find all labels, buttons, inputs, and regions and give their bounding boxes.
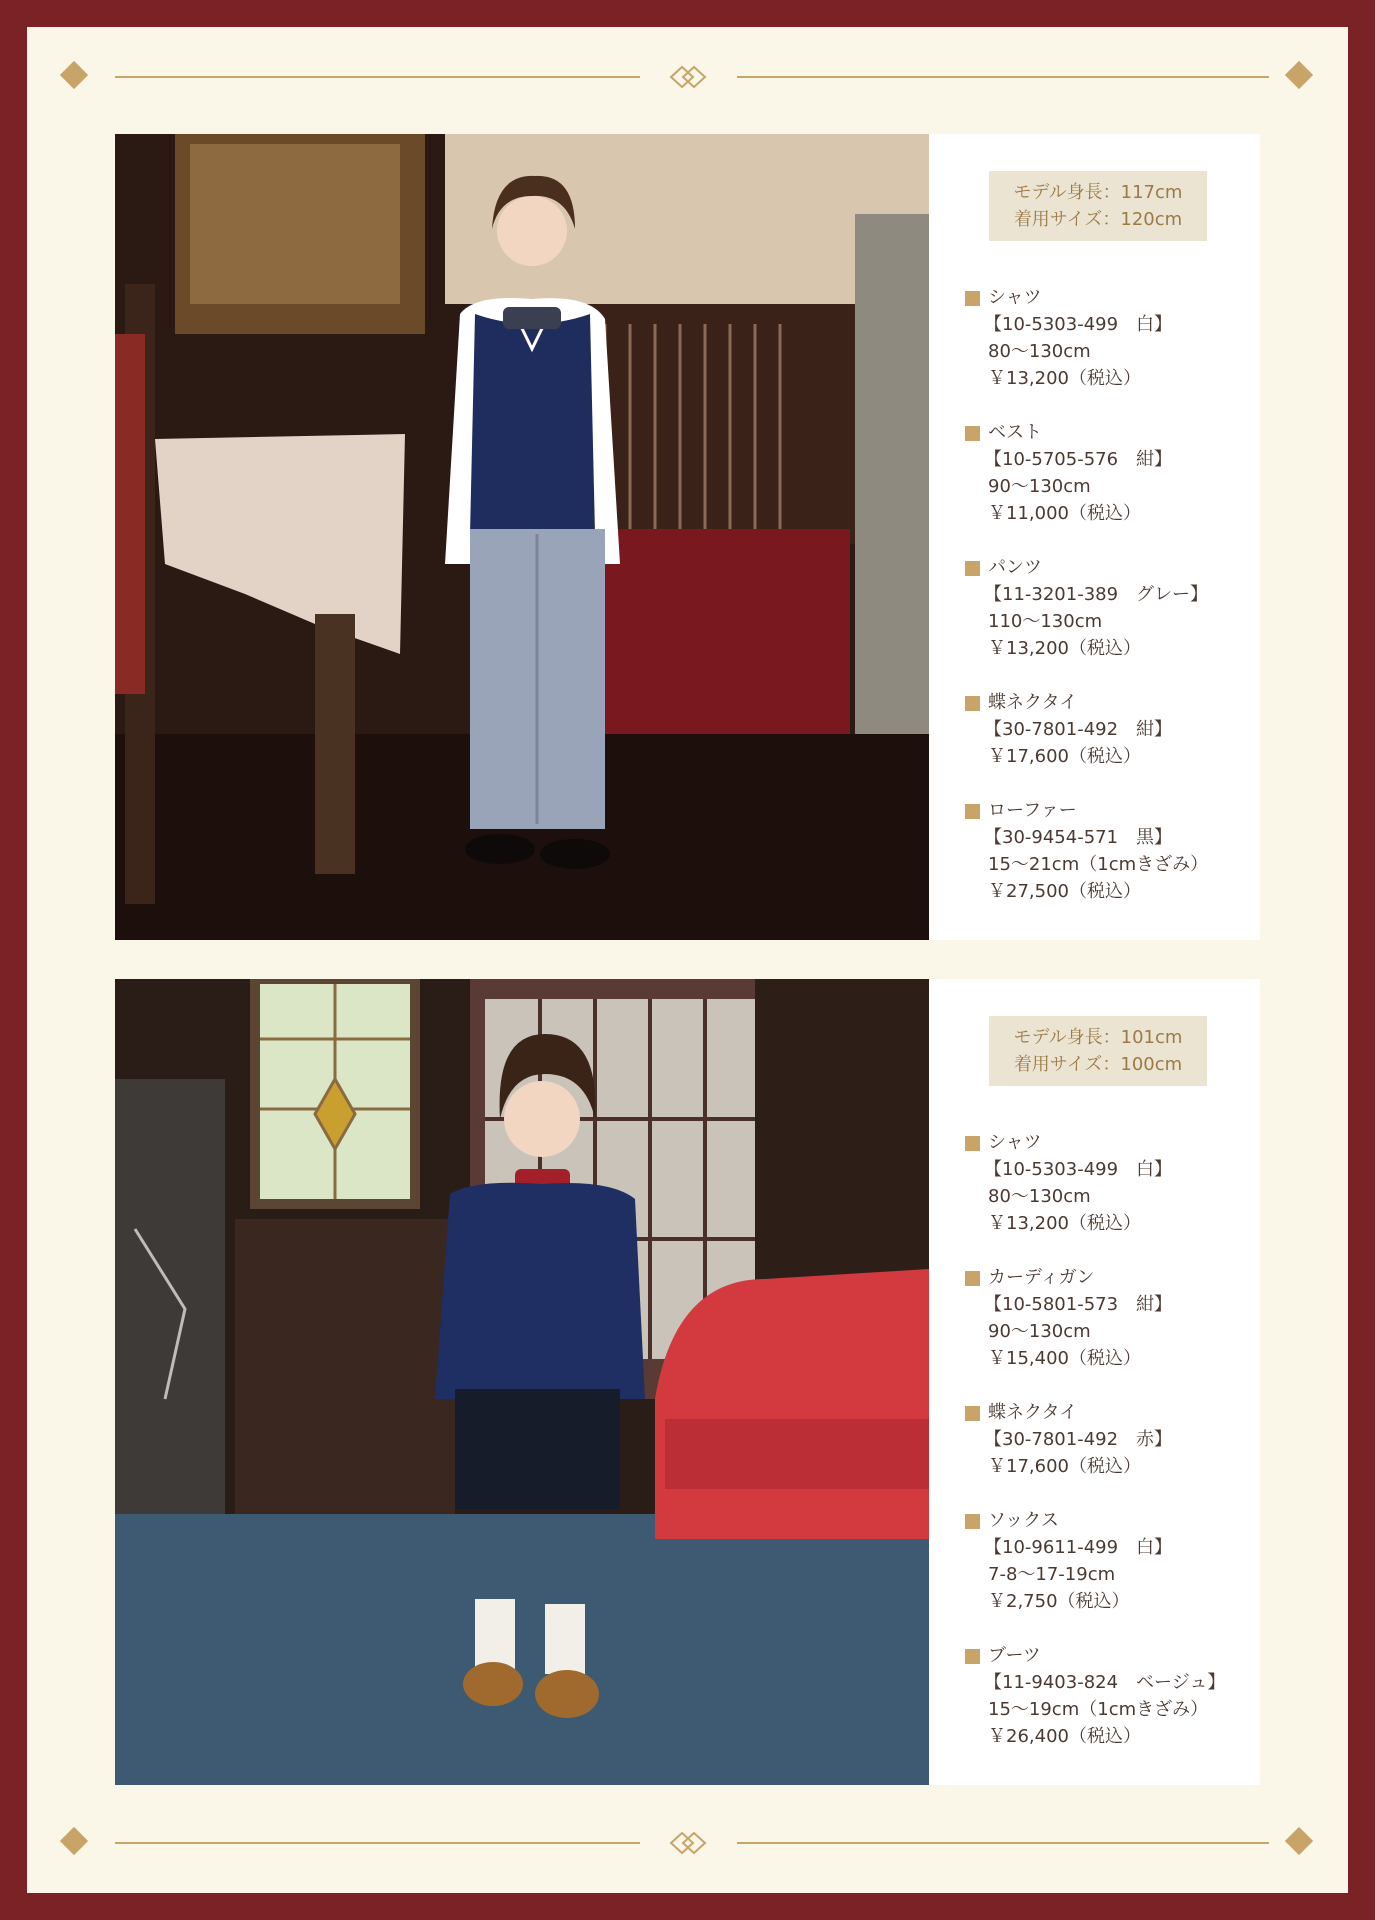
interlocking-diamonds-icon bbox=[667, 61, 709, 93]
model-info-box bbox=[989, 171, 1207, 241]
product-price: ￥11,000（税込） bbox=[988, 503, 1141, 524]
interlocking-diamonds-icon bbox=[667, 1827, 709, 1859]
diamond-icon bbox=[60, 1827, 88, 1855]
boy-in-navy-vest-photo bbox=[115, 134, 929, 940]
product-item-boots bbox=[965, 1642, 1255, 1750]
outfit-section-1 bbox=[115, 134, 1260, 940]
product-price: ￥27,500（税込） bbox=[988, 881, 1141, 902]
product-item-shirt bbox=[965, 284, 1255, 392]
product-code: 【10-5303-499 白】 bbox=[984, 314, 1173, 335]
product-info-panel bbox=[929, 134, 1260, 940]
product-name: ベスト bbox=[988, 422, 1042, 443]
bottom-ornament bbox=[27, 1823, 1348, 1863]
bullet-square-icon bbox=[965, 696, 980, 711]
diamond-icon bbox=[60, 61, 88, 89]
product-price: ￥26,400（税込） bbox=[988, 1726, 1141, 1747]
product-item-loafers bbox=[965, 797, 1255, 905]
product-price: ￥13,200（税込） bbox=[988, 638, 1141, 659]
product-code: 【10-5801-573 紺】 bbox=[984, 1294, 1173, 1315]
bullet-square-icon bbox=[965, 1271, 980, 1286]
divider-line bbox=[737, 76, 1269, 78]
product-price: ￥15,400（税込） bbox=[988, 1348, 1141, 1369]
product-name: 蝶ネクタイ bbox=[988, 1402, 1078, 1423]
product-size: 110〜130cm bbox=[988, 611, 1103, 632]
product-code: 【30-7801-492 赤】 bbox=[984, 1429, 1173, 1450]
bullet-square-icon bbox=[965, 1649, 980, 1664]
bullet-square-icon bbox=[965, 561, 980, 576]
boy-in-navy-cardigan-photo bbox=[115, 979, 929, 1785]
divider-line bbox=[115, 76, 640, 78]
product-code: 【11-3201-389 グレー】 bbox=[984, 584, 1209, 605]
product-size: 90〜130cm bbox=[988, 1321, 1091, 1342]
product-info-panel bbox=[929, 979, 1260, 1785]
product-list bbox=[965, 1129, 1255, 1777]
product-code: 【10-5705-576 紺】 bbox=[984, 449, 1173, 470]
product-name: ブーツ bbox=[988, 1645, 1041, 1666]
model-height: モデル身長：101cm bbox=[1013, 1027, 1183, 1048]
product-item-shirt bbox=[965, 1129, 1255, 1237]
product-name: シャツ bbox=[988, 1132, 1042, 1153]
product-item-bowtie bbox=[965, 689, 1255, 770]
product-name: ソックス bbox=[988, 1510, 1059, 1531]
product-price: ￥2,750（税込） bbox=[988, 1591, 1130, 1612]
product-size: 80〜130cm bbox=[988, 341, 1091, 362]
catalog-page bbox=[27, 27, 1348, 1893]
product-item-pants bbox=[965, 554, 1255, 662]
divider-line bbox=[115, 1842, 640, 1844]
model-height: モデル身長：117cm bbox=[1013, 182, 1183, 203]
outfit-photo-vest bbox=[115, 134, 929, 940]
bullet-square-icon bbox=[965, 1136, 980, 1151]
worn-size: 着用サイズ：120cm bbox=[1013, 209, 1183, 230]
top-ornament bbox=[27, 57, 1348, 97]
product-size: 90〜130cm bbox=[988, 476, 1091, 497]
diamond-icon bbox=[1285, 61, 1313, 89]
product-price: ￥13,200（税込） bbox=[988, 1213, 1141, 1234]
outfit-section-2 bbox=[115, 979, 1260, 1785]
bullet-square-icon bbox=[965, 426, 980, 441]
divider-line bbox=[737, 1842, 1269, 1844]
product-name: カーディガン bbox=[988, 1267, 1095, 1288]
product-item-bowtie bbox=[965, 1399, 1255, 1480]
product-item-cardigan bbox=[965, 1264, 1255, 1372]
product-size: 80〜130cm bbox=[988, 1186, 1091, 1207]
product-price: ￥17,600（税込） bbox=[988, 1456, 1141, 1477]
worn-size: 着用サイズ：100cm bbox=[1013, 1054, 1183, 1075]
product-code: 【10-9611-499 白】 bbox=[984, 1537, 1173, 1558]
product-name: シャツ bbox=[988, 287, 1042, 308]
product-code: 【30-7801-492 紺】 bbox=[984, 719, 1173, 740]
product-size: 15〜21cm（1cmきざみ） bbox=[988, 854, 1209, 875]
diamond-icon bbox=[1285, 1827, 1313, 1855]
bullet-square-icon bbox=[965, 1406, 980, 1421]
product-code: 【10-5303-499 白】 bbox=[984, 1159, 1173, 1180]
product-name: パンツ bbox=[988, 557, 1042, 578]
product-price: ￥13,200（税込） bbox=[988, 368, 1141, 389]
model-info-box bbox=[989, 1016, 1207, 1086]
product-code: 【11-9403-824 ベージュ】 bbox=[984, 1672, 1226, 1693]
product-name: 蝶ネクタイ bbox=[988, 692, 1078, 713]
bullet-square-icon bbox=[965, 291, 980, 306]
bullet-square-icon bbox=[965, 804, 980, 819]
product-price: ￥17,600（税込） bbox=[988, 746, 1141, 767]
product-size: 15〜19cm（1cmきざみ） bbox=[988, 1699, 1209, 1720]
product-item-vest bbox=[965, 419, 1255, 527]
product-code: 【30-9454-571 黒】 bbox=[984, 827, 1173, 848]
product-list bbox=[965, 284, 1255, 932]
product-size: 7-8〜17-19cm bbox=[988, 1564, 1116, 1585]
bullet-square-icon bbox=[965, 1514, 980, 1529]
product-name: ローファー bbox=[988, 800, 1077, 821]
outfit-photo-cardigan bbox=[115, 979, 929, 1785]
product-item-socks bbox=[965, 1507, 1255, 1615]
